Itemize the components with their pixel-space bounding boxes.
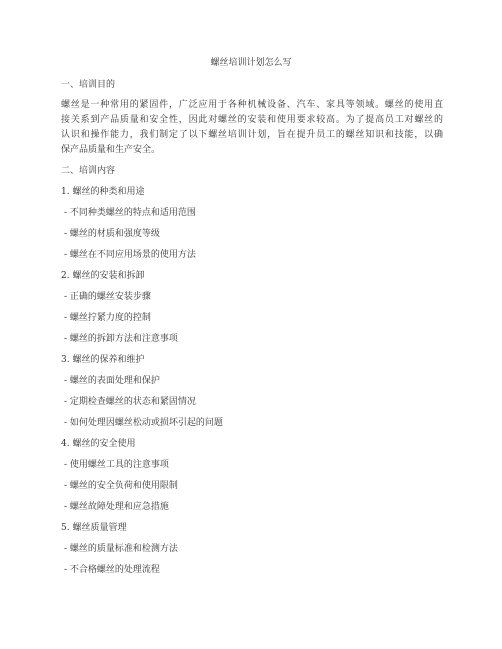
topic-item: - 正确的螺丝安装步骤 [64, 292, 151, 302]
topic-item: - 螺丝的材质和强度等级 [64, 229, 160, 239]
paragraph-line: 认识和操作能力，我们制定了以下螺丝培训计划，旨在提升员工的螺丝知识和技能，以确 [61, 130, 443, 140]
topic-title: 2. 螺丝的安装和拆卸 [61, 271, 145, 281]
paragraph-line: 螺丝是一种常用的紧固件，广泛应用于各种机械设备、汽车、家具等领域。螺丝的使用直 [61, 100, 443, 110]
topic-title: 4. 螺丝的安全使用 [61, 439, 136, 449]
section-heading-content: 二、培训内容 [61, 166, 116, 176]
topic-item: - 如何处理因螺丝松动或损坏引起的问题 [64, 418, 223, 428]
topic-item: - 不同种类螺丝的特点和适用范围 [64, 208, 196, 218]
topic-title: 3. 螺丝的保养和维护 [61, 355, 145, 365]
purpose-paragraph [61, 98, 443, 158]
topic-item: - 螺丝在不同应用场景的使用方法 [64, 250, 196, 260]
topic-item: - 不合格螺丝的处理流程 [64, 565, 160, 575]
topic-item: - 螺丝的质量标准和检测方法 [64, 544, 178, 554]
document-title: 螺丝培训计划怎么写 [210, 58, 292, 68]
paragraph-line: 接关系到产品质量和安全性，因此对螺丝的安装和使用要求较高。为了提高员工对螺丝的 [61, 115, 443, 125]
topic-title: 5. 螺丝质量管理 [61, 523, 127, 533]
topic-item: - 螺丝故障处理和应急措施 [64, 502, 169, 512]
topic-item: - 定期检查螺丝的状态和紧固情况 [64, 397, 196, 407]
section-heading-purpose: 一、培训目的 [61, 80, 116, 90]
topic-item: - 使用螺丝工具的注意事项 [64, 460, 169, 470]
paragraph-line: 保产品质量和生产安全。 [61, 145, 161, 155]
topic-item: - 螺丝拧紧力度的控制 [64, 313, 151, 323]
topic-title: 1. 螺丝的种类和用途 [61, 187, 145, 197]
topic-item: - 螺丝的安全负荷和使用限制 [64, 481, 178, 491]
topic-item: - 螺丝的拆卸方法和注意事项 [64, 334, 178, 344]
topic-item: - 螺丝的表面处理和保护 [64, 376, 160, 386]
